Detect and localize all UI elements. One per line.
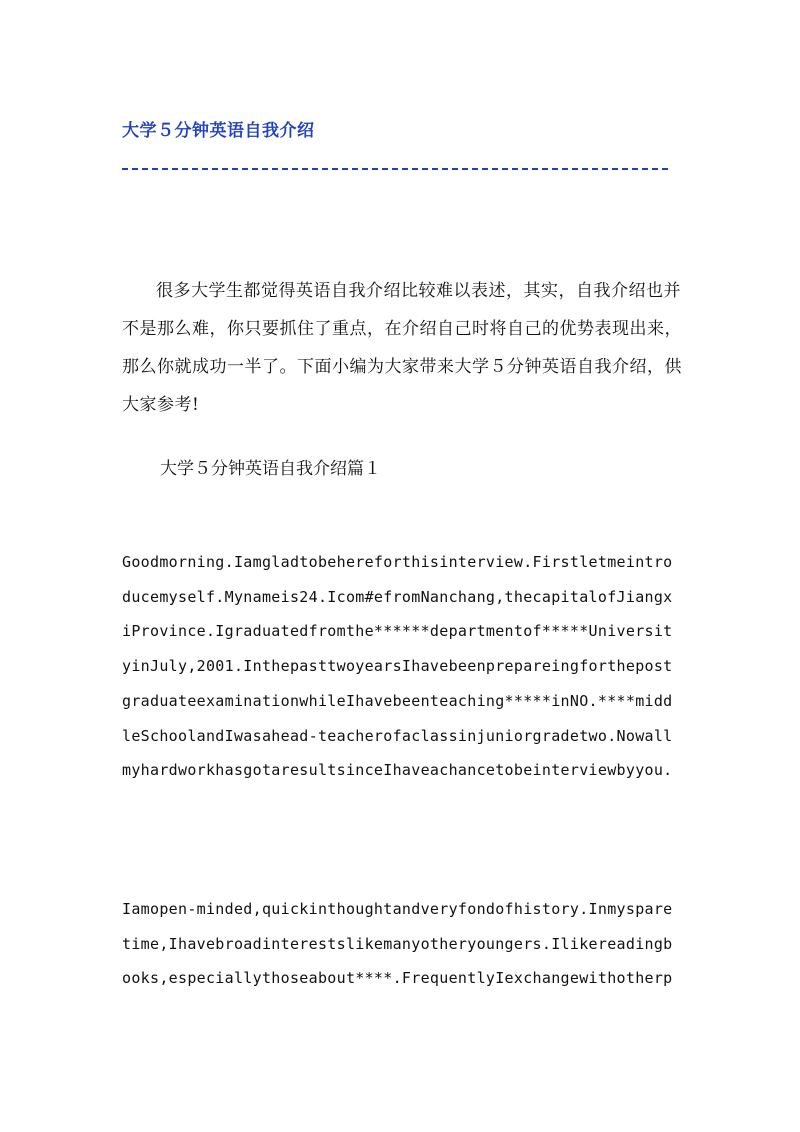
title-divider: [122, 168, 668, 170]
english-paragraph-1: Goodmorning.Iamgladtobehereforthisinterview.Firstletmeintroducemyself.Mynameis24.Icom#efromNanchang,thecapitalofJiangxiProvince.Igraduatedfromthe******departmentof*****UniversityinJuly,2001.InthepasttwoyearsIhavebeenprepareingforthepostgraduateexaminationwhileIhavebeenteaching*****inNO.****middleSchoolandIwasahead-teacherofaclassinjuniorgradetwo.NowallmyhardworkhasgotaresultsinceIhaveachancetobeinterviewbyyou.: [122, 553, 673, 780]
document-title: 大学５分钟英语自我介绍: [122, 121, 315, 141]
intro-paragraph: 很多大学生都觉得英语自我介绍比较难以表述，其实，自我介绍也并不是那么难，你只要抓住了重点，在介绍自己时将自己的优势表现出来，那么你就成功一半了。下面小编为大家带来大学５分钟英语自我介绍，供大家参考!: [122, 281, 682, 415]
section-heading: 大学５分钟英语自我介绍篇１: [160, 459, 381, 479]
english-paragraph-2: Iamopen-minded,quickinthoughtandveryfondofhistory.Inmysparetime,Ihavebroadinterestslikemanyotheryoungers.Ilikereadingbooks,especiallythoseabout****.FrequentlyIexchangewithotherp: [122, 900, 673, 988]
